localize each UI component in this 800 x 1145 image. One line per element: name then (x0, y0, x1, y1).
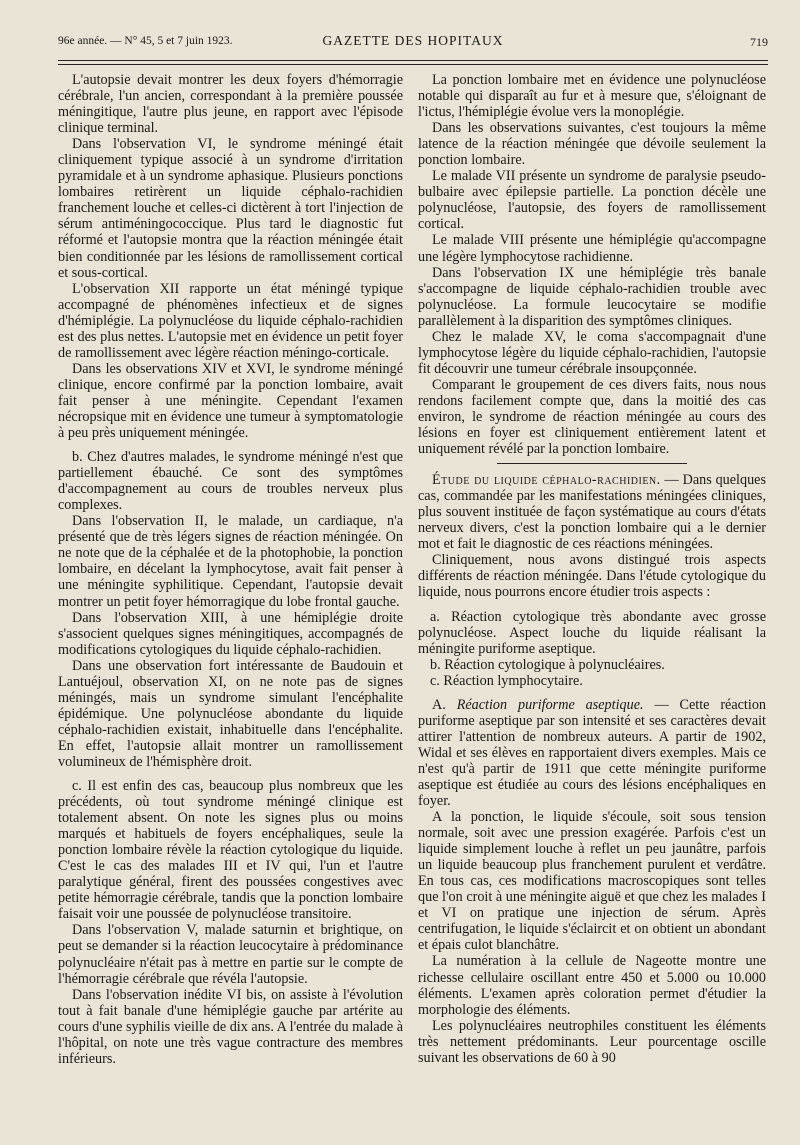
aspect-item: c. Réaction lymphocytaire. (430, 672, 583, 689)
paragraph: Dans les observations suivantes, c'est toujours la même latence de la réaction méningée que dévoile seulement la ponction lombaire. (418, 120, 766, 169)
paragraph: Comparant le groupement de ces divers faits, nous nous rendons facilement compte que, dans la moitié des cas environ, le syndrome de réaction méningée au cours des lésions en foyer est cliniquement entièrement latent et uniquement révélé par la ponction lombaire. (418, 376, 766, 458)
left-column (58, 72, 403, 1132)
paragraph: La numération à la cellule de Nageotte montre une richesse cellulaire oscillant entre 450 et 5.000 ou 10.000 éléments. L'examen après coloration permet d'étudier la morphologie des éléments. (418, 953, 766, 1018)
paragraph: L'observation XII rapporte un état méningé typique accompagné de phénomènes infectieux et de signes d'hémiplégie. La polynucléose du liquide céphalo-rachidien est des plus nettes. L'autopsie met en évidence un petit foyer de ramollissement avec légère réaction méningo-corticale. (58, 280, 403, 361)
section-paragraph (418, 472, 766, 552)
section-intro: — Dans quelques cas, commandée par les manifestations méningées cliniques, plus souvent instituée de façon systématique au cours d'états nerveux divers, c'est la ponction lombaire qui a le dernier mot et fait le diagnostic de ces réactions méningées. (418, 472, 766, 553)
paragraph: Le malade VIII présente une hémiplégie qu'accompagne une légère lymphocytose rachidienne. (418, 232, 766, 265)
issue-info: 96e année. — N° 45, 5 et 7 juin 1923. (58, 35, 233, 47)
journal-title: GAZETTE DES HOPITAUX (322, 33, 504, 48)
paragraph: A la ponction, le liquide s'écoule, soit sous tension normale, soit avec une pression exagérée. Parfois c'est un liquide simplement louche à reflet un peu jaunâtre, parfois un liquide beaucoup plus franchement purulent et verdâtre. En tous cas, ces modifications macroscopiques sont telles que l'on croit à une méningite aiguë et que chez les malades I et VI on pratique une injection de sérum. Après centrifugation, le liquide s'éclaircit et on obtient un abondant et épais culot blanchâtre. (418, 809, 766, 954)
paragraph: Dans l'observation V, malade saturnin et brightique, on peut se demander si la réaction leucocytaire à prédominance polynucléaire n'était pas à mettre en partie sur le compte de l'hémorragie cérébrale que révéla l'autopsie. (58, 922, 403, 987)
aspect-item: b. Réaction cytologique à polynucléaires. (430, 656, 665, 673)
paragraph: Dans l'observation VI, le syndrome méningé était cliniquement typique associé à un syndrome d'irritation pyramidale et à un syndrome aphasique. Plusieurs ponctions lombaires retirèrent un liquide céphalo-rachidien franchement louche et celles-ci dictèrent à tort l'injection de sérum antiméningococcique. Plus tard le diagnostic fut réformé et l'autopsie montra que la réaction méningée était bien conditionnée par les lésions de ramollissement cortical et sous-cortical. (58, 136, 403, 281)
paragraph: Dans l'observation II, le malade, un cardiaque, n'a présenté que de très légers signes de réaction méningée. On ne note que de la céphalée et de la photophobie, la ponction lombaire, en décelant la lymphocytose, avait fait penser à une méningite syphilitique. Cependant, l'autopsie devait montrer un petit foyer hémorragique du lobe frontal gauche. (58, 513, 403, 610)
paragraph: La ponction lombaire met en évidence une polynucléose notable qui disparaît au fur et à mesure que, s'éloignant de l'ictus, l'hémiplégie évolue vers la monoplégie. (418, 72, 766, 121)
right-column (418, 72, 766, 1132)
paragraph: Dans les observations XIV et XVI, le syndrome méningé clinique, encore confirmé par la ponction lombaire, avait fait penser à une méningite. Cependant l'examen nécropsique mit en évidence une tumeur à symptomatologie à peu près uniquement méningée. (58, 360, 403, 442)
aspect-item: a. Réaction cytologique très abondante avec grosse polynucléose. Aspect louche du liquide réalisant la méningite puriforme aseptique. (418, 608, 766, 657)
subsection-paragraph (418, 697, 766, 809)
paragraph: Le malade VII présente un syndrome de paralysie pseudo-bulbaire avec épilepsie partielle. La ponction décèle une polynucléose, l'autopsie, des foyers de ramollissement cortical. (418, 168, 766, 233)
paragraph: Chez le malade XV, le coma s'accompagnait d'une lymphocytose légère du liquide céphalo-rachidien, l'autopsie fit découvrir une tumeur cérébrale insoupçonnée. (418, 328, 766, 377)
subsection-label: A. (432, 696, 446, 713)
paragraph: Dans l'observation inédite VI bis, on assiste à l'évolution tout à fait banale d'une hémiplégie gauche par artérite au cours d'une syphilis vieille de dix ans. A l'entrée du malade à l'hôpital, on note une très vague contracture des membres inférieurs. (58, 986, 403, 1067)
paragraph: c. Il est enfin des cas, beaucoup plus nombreux que les précédents, où tout syndrome méningé clinique est totalement absent. On note les signes plus ou moins marqués et habituels de foyers encéphaliques, seule la ponction lombaire révèle la réaction cytologique du liquide. C'est le cas des malades III et IV qui, l'un et l'autre paralytique général, firent des poussées congestives avec petite hémorragie cérébrale, tandis que la ponction lombaire faisait voir une poussée de polynucléose transitoire. (58, 778, 403, 923)
subsection-title: Réaction puriforme aseptique. (456, 696, 644, 713)
paragraph: Cliniquement, nous avons distingué trois aspects différents de réaction méningée. Dans l'étude cytologique du liquide, nous pourrons encore étudier trois aspects : (418, 552, 766, 601)
header-rule (58, 60, 768, 61)
paragraph: Dans une observation fort intéressante de Baudouin et Lantuéjoul, observation XI, on ne note pas de signes méningés, mais un syndrome simulant l'encéphalite épidémique. Une polynucléose abondante du liquide céphalo-rachidien existait, inhabituelle dans l'encéphalite. En effet, l'autopsie allait montrer un ramollissement volumineux de l'hémisphère droit. (58, 657, 403, 770)
paragraph: L'autopsie devait montrer les deux foyers d'hémorragie cérébrale, l'un ancien, correspondant à la première poussée méningitique, l'autre plus jeune, en rapport avec l'épisode clinique terminal. (58, 72, 403, 137)
page-number: 719 (750, 35, 768, 49)
header-rule-double (58, 64, 768, 65)
section-heading: Étude du liquide céphalo-rachidien. (432, 472, 661, 489)
paragraph: Dans l'observation IX une hémiplégie très banale s'accompagne de liquide céphalo-rachidien trouble avec polynucléose. La formule leucocytaire se modifie parallèlement à la disparition des symptômes cliniques. (418, 264, 766, 329)
paragraph: Les polynucléaires neutrophiles constituent les éléments très nettement prédominants. Leur pourcentage oscille suivant les observations de 60 à 90 (418, 1017, 766, 1066)
paragraph: Dans l'observation XIII, à une hémiplégie droite s'associent quelques signes méningitiques, accompagnés de modifications cytologiques du liquide céphalo-rachidien. (58, 609, 403, 658)
subsection-text: — Cette réaction puriforme aseptique par son intensité et ses caractères devait attirer l'attention de nombreux auteurs. A partir de 1902, Widal et ses élèves en rapportaient divers exemples. Mais ce n'est qu'à partir de 1911 que cette méningite puriforme aseptique est étudiée au cours des lésions encéphaliques en foyer. (418, 696, 766, 810)
running-head (58, 33, 768, 55)
paragraph: b. Chez d'autres malades, le syndrome méningé n'est que partiellement ébauché. Ce sont des symptômes d'accompagnement au cours de troubles nerveux plus complexes. (58, 449, 403, 514)
section-divider (497, 463, 687, 464)
